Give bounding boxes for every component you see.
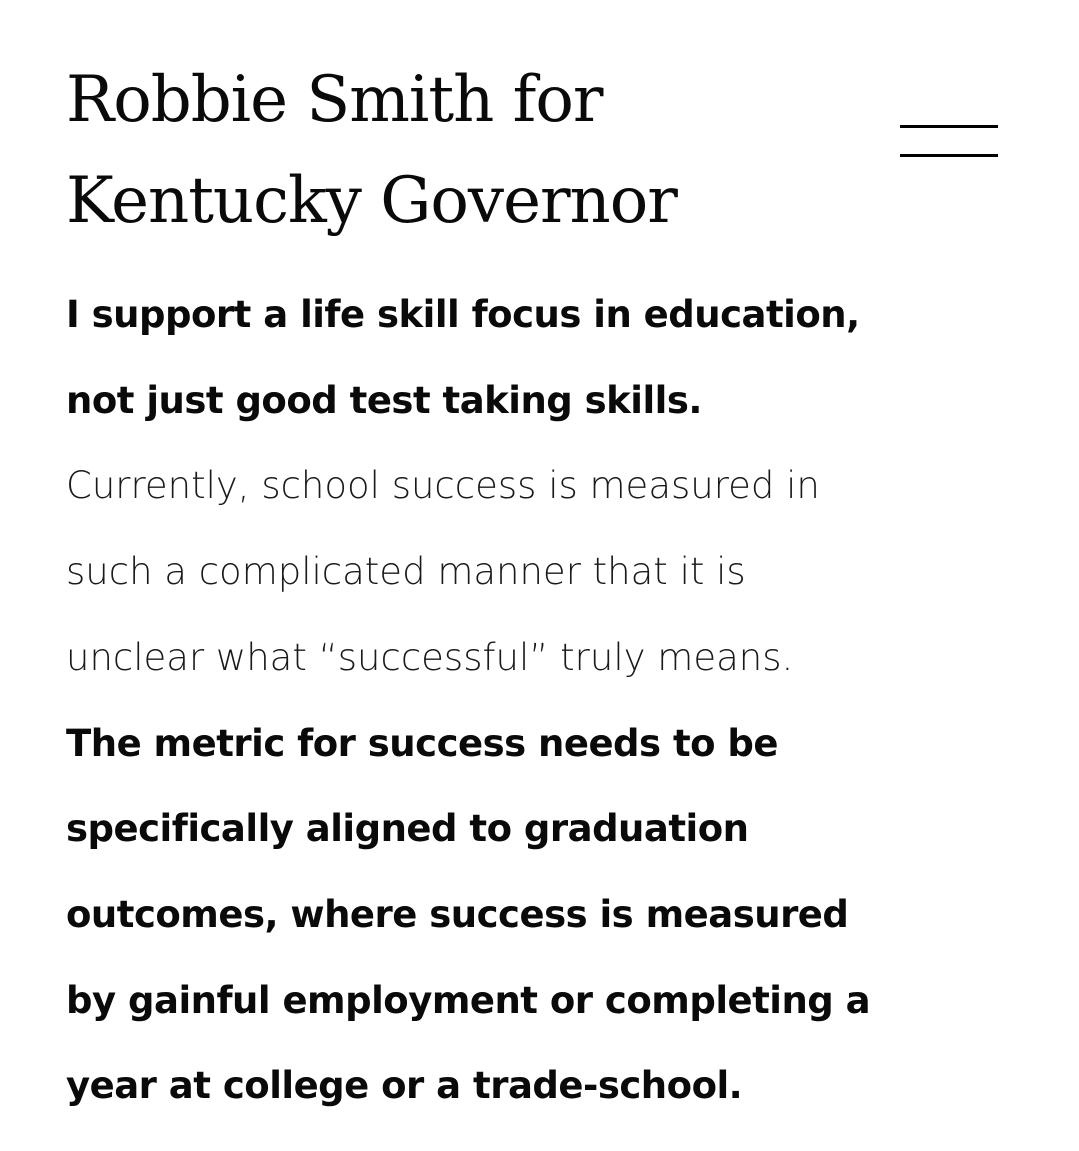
- body-line-3: unclear what “successful” truly means.: [66, 635, 794, 679]
- menu-bar-bottom: [900, 154, 998, 157]
- lead-line-2: not just good test taking skills.: [66, 378, 702, 422]
- site-title[interactable]: [66, 50, 826, 252]
- body-line-1: Currently, school success is measured in: [66, 464, 820, 508]
- lead-line-1: I support a life skill focus in education,: [66, 293, 860, 336]
- emphasis-line-3: outcomes, where success is measured: [66, 892, 849, 936]
- emphasis-line-4: by gainful employment or completing a: [66, 978, 871, 1022]
- site-title-line-2: Kentucky Governor: [66, 164, 677, 238]
- lead-paragraph: [66, 272, 946, 443]
- body-paragraph: [66, 443, 946, 700]
- hamburger-menu-icon[interactable]: [900, 118, 998, 164]
- emphasis-line-1: The metric for success needs to be: [66, 721, 779, 765]
- emphasis-line-5: year at college or a trade-school.: [66, 1064, 743, 1108]
- site-title-line-1: Robbie Smith for: [66, 63, 603, 137]
- emphasis-line-2: specifically aligned to graduation: [66, 807, 749, 851]
- menu-bar-top: [900, 125, 998, 128]
- article-content: [66, 272, 946, 1129]
- emphasis-paragraph: [66, 701, 946, 1130]
- body-line-2: such a complicated manner that it is: [66, 550, 746, 594]
